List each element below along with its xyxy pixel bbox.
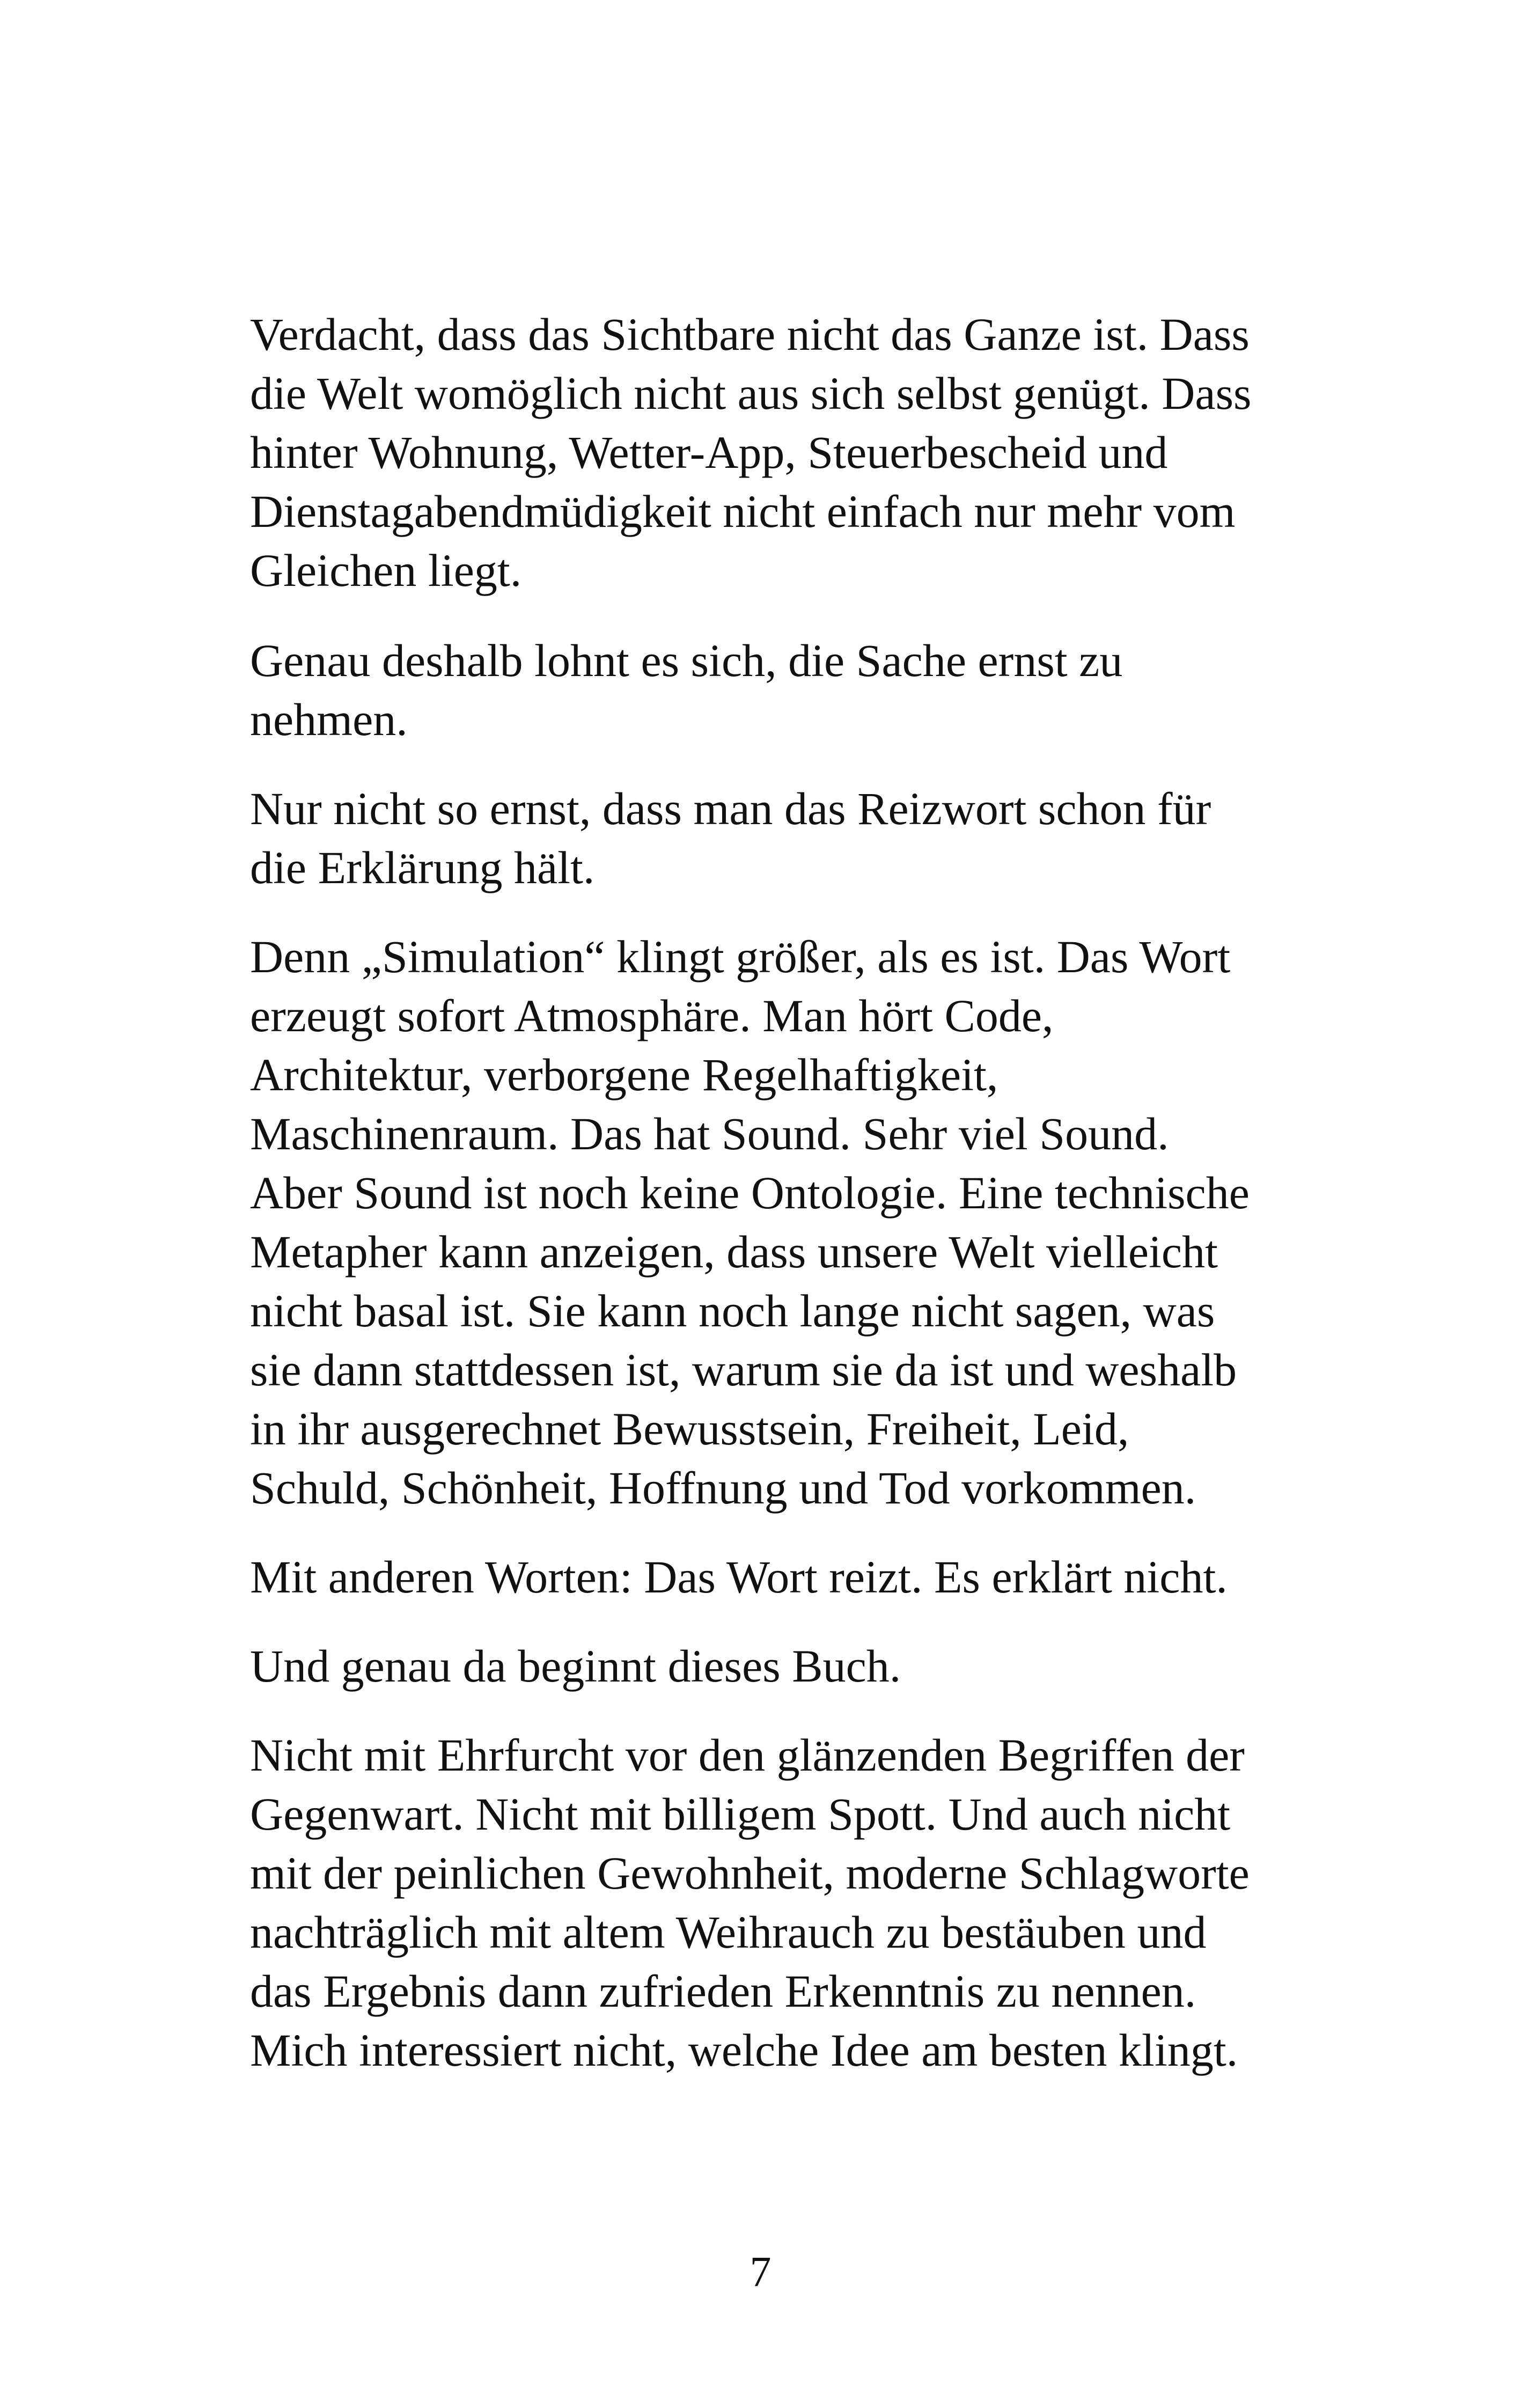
paragraph-2-line-2: nehmen. (250, 694, 408, 745)
paragraph-3-line-1: Nur nicht so ernst, dass man das Reizwort schon für (250, 783, 1211, 834)
page-number: 7 (750, 2249, 771, 2296)
paragraph-7-line-2: Gegenwart. Nicht mit billigem Spott. Und auch nicht (250, 1788, 1231, 1840)
paragraph-4-line-4: Maschinenraum. Das hat Sound. Sehr viel Sound. (250, 1108, 1169, 1159)
paragraph-2-line-1: Genau deshalb lohnt es sich, die Sache ernst zu (250, 635, 1123, 686)
paragraph-4-line-8: sie dann stattdessen ist, warum sie da ist und weshalb (250, 1344, 1237, 1396)
paragraph-4-line-7: nicht basal ist. Sie kann noch lange nicht sagen, was (250, 1285, 1215, 1337)
paragraph-1-line-1: Verdacht, dass das Sichtbare nicht das Ganze ist. Dass (250, 309, 1250, 360)
paragraph-4-line-9: in ihr ausgerechnet Bewusstsein, Freiheit, Leid, (250, 1403, 1129, 1455)
paragraph-1-line-3: hinter Wohnung, Wetter-App, Steuerbescheid und (250, 427, 1168, 478)
paragraph-4-line-10: Schuld, Schönheit, Hoffnung und Tod vorkommen. (250, 1462, 1196, 1514)
paragraph-4-line-2: erzeugt sofort Atmosphäre. Man hört Code, (250, 990, 1054, 1041)
paragraph-5-line-1: Mit anderen Worten: Das Wort reizt. Es erklärt nicht. (250, 1551, 1228, 1603)
paragraph-6-line-1: Und genau da beginnt dieses Buch. (250, 1640, 901, 1692)
paragraph-7-line-5: das Ergebnis dann zufrieden Erkenntnis zu nennen. (250, 1965, 1196, 2017)
paragraph-4-line-1: Denn „Simulation“ klingt größer, als es ist. Das Wort (250, 931, 1231, 982)
paragraph-4-line-3: Architektur, verborgene Regelhaftigkeit, (250, 1049, 998, 1100)
paragraph-1-line-2: die Welt womöglich nicht aus sich selbst genügt. Dass (250, 368, 1252, 419)
paragraph-4-line-5: Aber Sound ist noch keine Ontologie. Eine technische (250, 1167, 1250, 1218)
paragraph-1-line-5: Gleichen liegt. (250, 545, 522, 596)
paragraph-7-line-3: mit der peinlichen Gewohnheit, moderne Schlagworte (250, 1847, 1250, 1899)
paragraph-4-line-6: Metapher kann anzeigen, dass unsere Welt vielleicht (250, 1226, 1218, 1278)
paragraph-7-line-1: Nicht mit Ehrfurcht vor den glänzenden Begriffen der (250, 1729, 1245, 1781)
paragraph-7-line-4: nachträglich mit altem Weihrauch zu bestäuben und (250, 1906, 1207, 1958)
paragraph-7-line-6: Mich interessiert nicht, welche Idee am besten klingt. (250, 2024, 1238, 2076)
paragraph-3-line-2: die Erklärung hält. (250, 842, 595, 893)
paragraph-1-line-4: Dienstagabendmüdigkeit nicht einfach nur mehr vom (250, 486, 1236, 537)
